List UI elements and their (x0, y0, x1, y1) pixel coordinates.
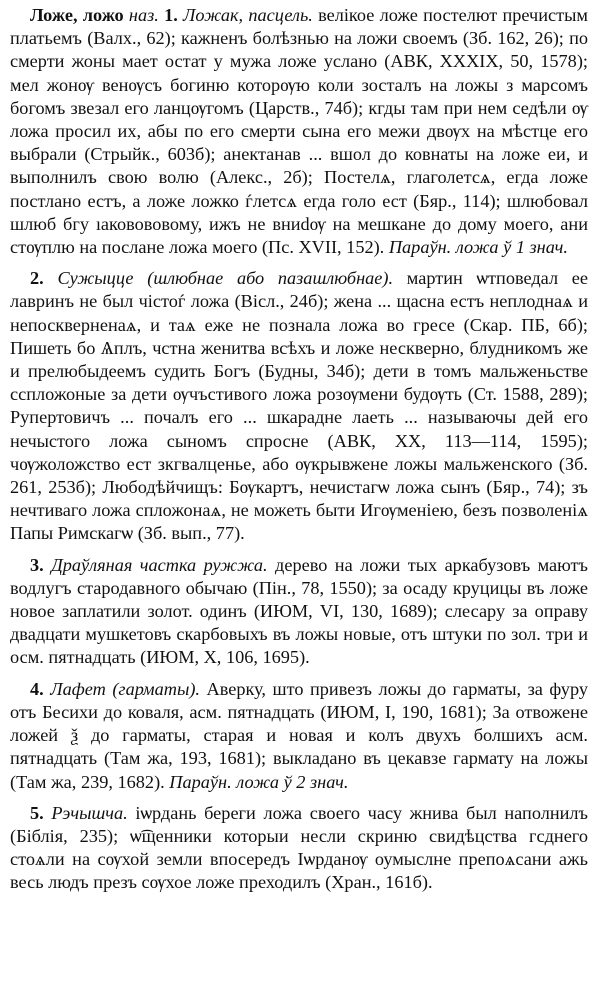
sense-gloss: Рэчышча. (51, 802, 128, 823)
entry-sense-3 (10, 554, 588, 670)
sense-number: 5. (30, 802, 44, 823)
sense-citations: дерево на ложи тых аркабузовъ маютъ водлугъ стародавного обычаю (Пін., 78, 1550); за осаду круцицы въ ложе новое заплатили золот. одинъ (ИЮМ, VI, 130, 1689); слесару за оправу двадцати мушкетовъ скарбовыхъ въ ложы новые, отъ штуки по зол. три и осм. пятнадцать (ИЮМ, X, 106, 1695). (10, 554, 589, 668)
sense-gloss: Лафет (гарматы). (50, 678, 200, 699)
entry-headword: Ложе, ложо (30, 5, 124, 25)
sense-number: 2. (30, 268, 44, 289)
sense-number: 4. (30, 678, 44, 699)
sense-gloss: Ложак, пасцель. (183, 5, 313, 25)
sense-citations: мартин ѡтповедал ее лавринъ не был чістоѓ ложа (Віcл., 24б); жена ... щасна естъ неплоднаѧ и непоскверненаѧ, и таѧ еже не познала ложа во гресе (Скар. ПБ, 6б); Пишеть бо Ѧплъ, чстна женитва всѣхъ и ложе нескверно, блудникомъ же и прелюбыдеемъ судить Богъ (Будны, 34б); дети в томъ мальженьстве сспложоные за дети ѹчъстивого ложа розѹмени будѹть (Ст. 1588, 289); Рупертовичъ ... почалъ его ... шкарадне лаеть ... называючы дей его нечыстого ложа сыномъ спросне (АВК, XX, 113—114, 1595); чѹжоложство ест зкгвалценье, або ѹкрывжене ложы мальженского (Зб. 261, 253б); Любодѣйчищъ: Бѹкартъ, нечистагѡ ложа сынъ (Бяр., 74); зъ нечтиваго ложа спложонаѧ, не можеть быти Игѹменіею, безъ позволеніѧ Папы Римскагѡ (Зб. вып., 77). (10, 268, 589, 544)
cross-reference: Параўн. ложа ў 2 знач. (164, 771, 349, 792)
sense-number: 3. (30, 554, 44, 575)
sense-number: 1. (164, 5, 178, 25)
entry-sense-2 (10, 267, 588, 545)
sense-gloss: Драўляная частка ружжа. (51, 554, 268, 575)
sense-citations: велікое ложе постелют пречистым платьемъ (Валх., 62); кажненъ болѣзнью на ложи своемъ (Зб. 162, 26); по смерти жоны мает остат у мужа ложе услано (АВК, XXXIX, 50, 1578); мел жонѹ венѹсъ богиню которѹю коли зосталъ на ложы з марсомъ богомъ звезал его ланцѹгомъ (Царств., 74б); кгды там при нем седѣли ѹ ложа просил их, абы по его смерти сына его межи двѹх на мѣстце его выбрали (Стрыйк., 603б); анектанав ... вшол до ковнаты на ложе еи, и выполнилъ свою волю (Алекс., 2б); Постелѧ, глаголетсѧ, егда ложе постлано естъ, а ложе ложко ѓлетсѧ егда голо ест (Бяр., 114); шлюбовал шлюб бгу ıаковововому, ижъ не вниdѹ на мешкане до дому моего, ани стѹплю на послане ложа моего (Пс. XVII, 152). (10, 5, 588, 258)
entry-sense-4 (10, 678, 588, 794)
cross-reference: Параўн. ложа ў 1 знач. (384, 237, 568, 258)
sense-citations: Аверку, што привезъ ложы до гарматы, за фуру отъ Бесихи до коваля, асм. пятнадцать (ИЮМ, I, 190, 1681); За отвожене ложей ѯ до гарматы, старая и новая и колъ двухъ болшихъ асм. пятнадцать (Там жа, 193, 1681); выкладано въ цекавзе гармату на ложы (Там жа, 239, 1682). (10, 678, 588, 792)
entry-sense-5 (10, 802, 588, 895)
entry-sense-1 (10, 4, 588, 259)
grammar-label: наз. (128, 5, 159, 25)
sense-citations: іѡрдань береги ложа своего часу жнива был наполнилъ (Біблія, 235); ѡ͡щенники которыи несли скриню свидѣцства гсднего стоѧли на сѹхой земли впосередъ Іѡрданѹ оумыслне препоѧсани ажь весь людъ презъ сѹхое ложе преходилъ (Хран., 161б). (10, 802, 588, 893)
sense-gloss: Сужыцце (шлюбнае або пазашлюбнае). (57, 268, 394, 289)
